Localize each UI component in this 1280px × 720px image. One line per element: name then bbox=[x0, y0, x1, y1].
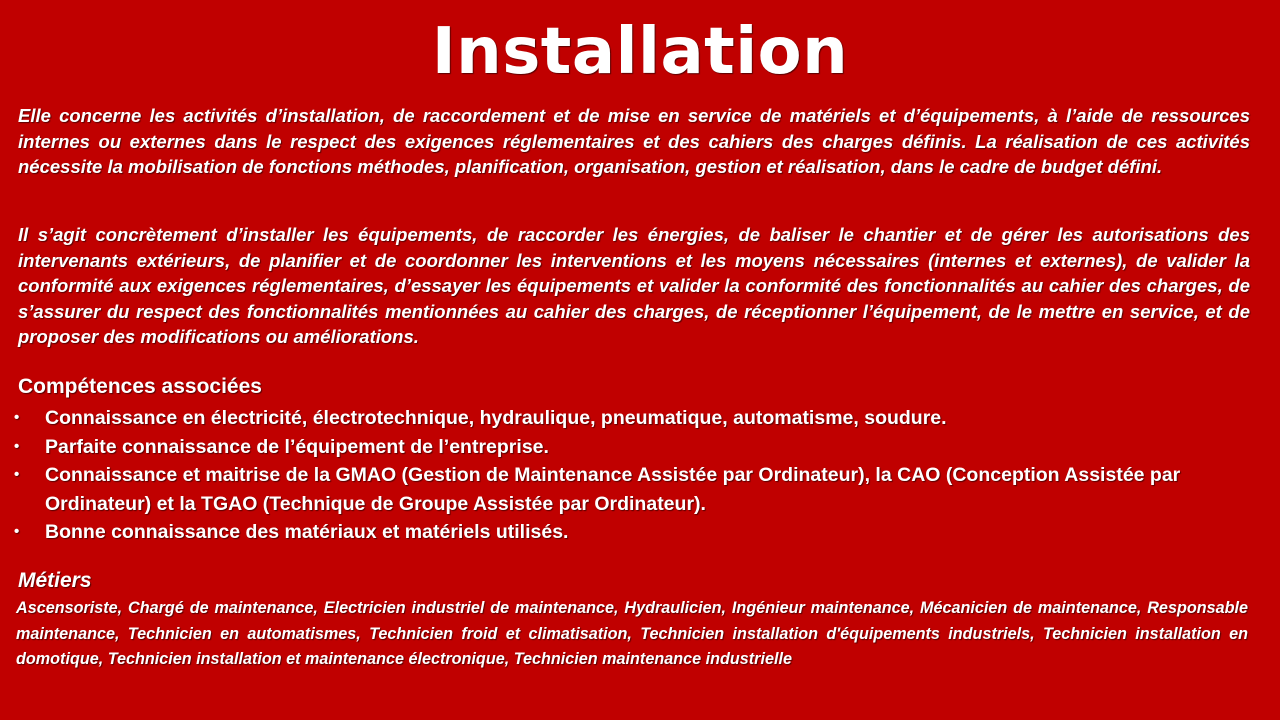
list-item bbox=[14, 433, 1244, 462]
bullet-icon: • bbox=[14, 409, 20, 426]
list-item bbox=[14, 461, 1244, 518]
competences-heading: Compétences associées bbox=[18, 375, 262, 398]
list-item-text: Connaissance en électricité, électrotechnique, hydraulique, pneumatique, automatisme, soudure. bbox=[45, 407, 947, 429]
intro-paragraph-2-text: Il s’agit concrètement d’installer les équipements, de raccorder les énergies, de baliser le chantier et de gérer les autorisations des intervenants extérieurs, de planifier et de coordonner les interventions et les moyens nécessaires (internes et externes), de valider la conformité aux exigences réglementaires, d’essayer les équipements et valider la conformité des fonctionnalités au cahier des charges, de s’assurer du respect des fonctionnalités mentionnées au cahier des charges, de réceptionner l’équipement, de le mettre en service, et de proposer des modifications ou améliorations. bbox=[18, 224, 1250, 347]
bullet-icon: • bbox=[14, 466, 20, 483]
slide-title: Installation bbox=[431, 15, 849, 89]
intro-paragraph-1 bbox=[18, 103, 1250, 180]
metiers-list-text: Ascensoriste, Chargé de maintenance, Electricien industriel de maintenance, Hydraulicien, Ingénieur maintenance, Mécanicien de maintenance, Responsable maintenance, Technicien en automatismes, Technicien froid et climatisation, Technicien installation d'équipements industriels, Technicien installation en domotique, Technicien installation et maintenance électronique, Technicien maintenance industrielle bbox=[16, 599, 1248, 669]
intro-paragraph-2 bbox=[18, 222, 1250, 350]
list-item-text: Parfaite connaissance de l’équipement de l’entreprise. bbox=[45, 435, 549, 458]
list-item bbox=[14, 518, 1244, 547]
bullet-icon: • bbox=[14, 437, 20, 455]
list-item bbox=[14, 404, 1244, 433]
list-item-text: Bonne connaissance des matériaux et matériels utilisés. bbox=[45, 521, 569, 543]
competences-list bbox=[14, 404, 1244, 547]
intro-paragraph-1-text: Elle concerne les activités d’installation, de raccordement et de mise en service de matériels et d’équipements, à l’aide de ressources internes ou externes dans le respect des exigences réglementaires et des cahiers des charges définis. La réalisation de ces activités nécessite la mobilisation de fonctions méthodes, planification, organisation, gestion et réalisation, dans le cadre de budget défini. bbox=[18, 105, 1250, 177]
list-item-text: Connaissance et maitrise de la GMAO (Gestion de Maintenance Assistée par Ordinateur), la CAO (Conception Assistée par Ordinateur) et la TGAO (Technique de Groupe Assistée par Ordinateur). bbox=[45, 464, 1181, 515]
bullet-icon: • bbox=[14, 523, 20, 540]
metiers-heading: Métiers bbox=[18, 569, 92, 592]
